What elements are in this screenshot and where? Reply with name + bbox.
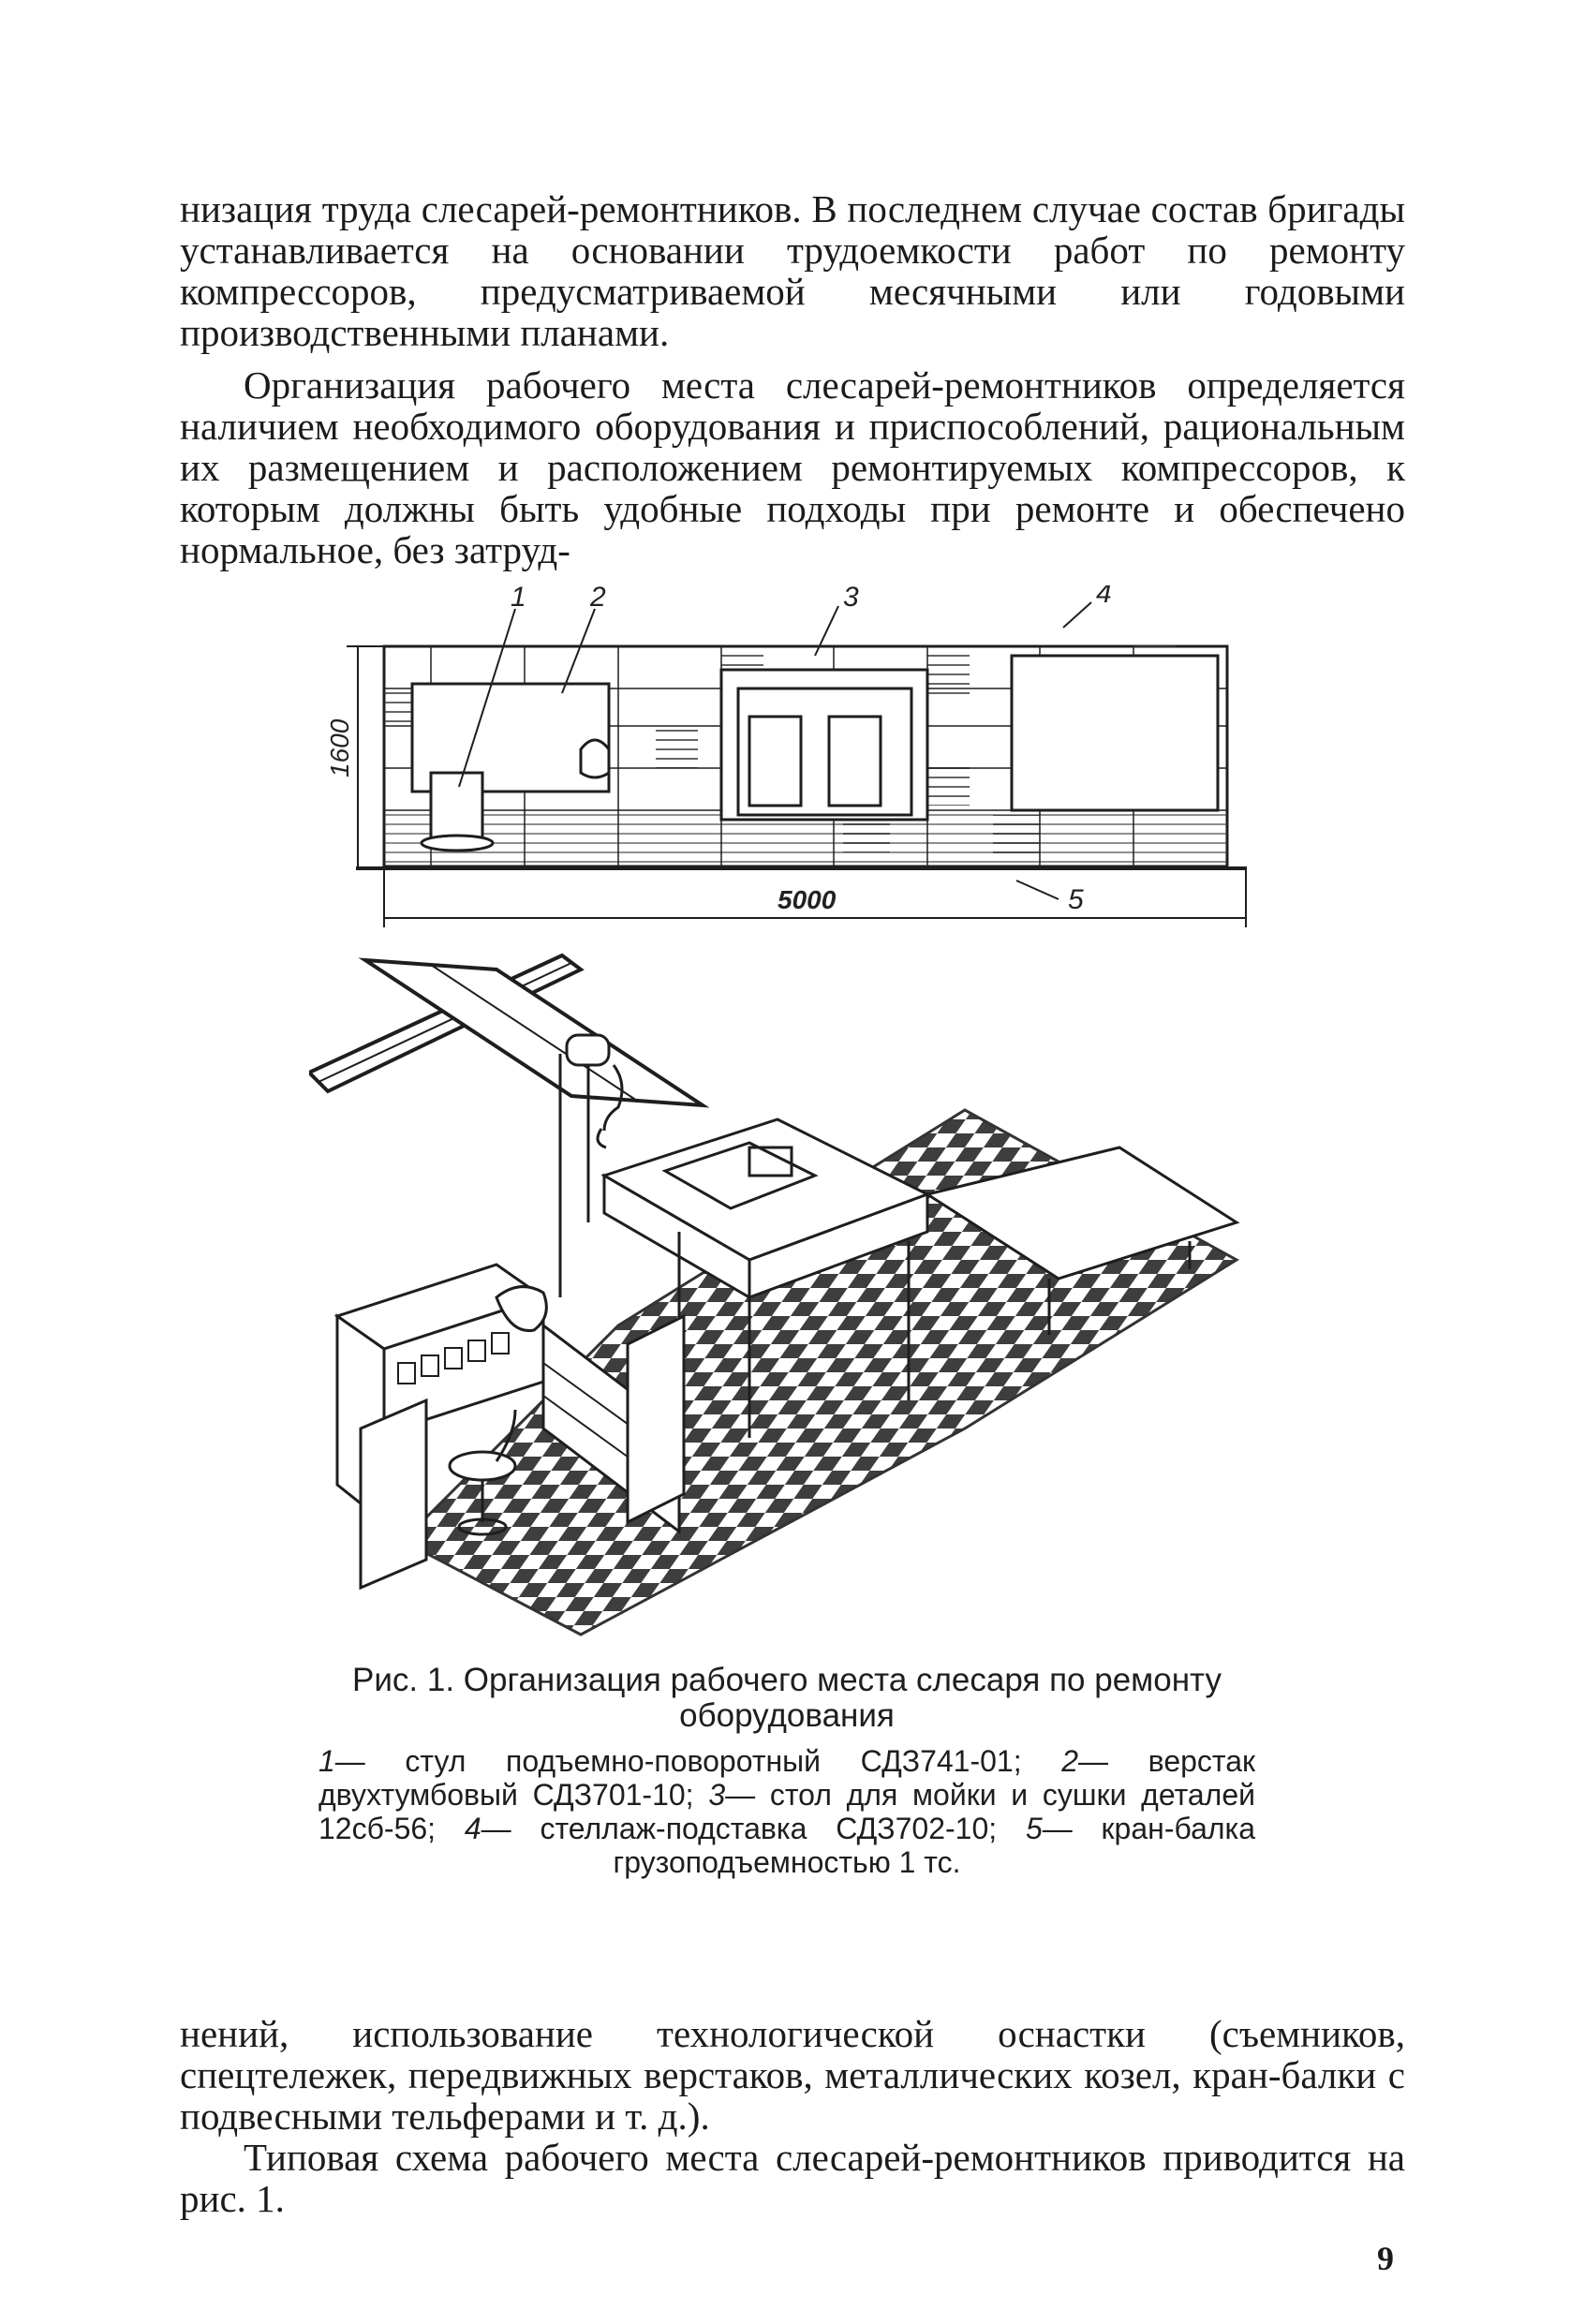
- callout-4: 4: [1096, 585, 1112, 609]
- figure-legend: [318, 1744, 1255, 1879]
- legend-item-2: 2— верстак двухтумбовый СДЗ701-10;: [318, 1744, 1256, 1812]
- elevation-view: [347, 602, 1246, 927]
- paragraph-4: Типовая схема рабочего места слесарей-ремонтников приводится на рис. 1.: [180, 2136, 1405, 2220]
- callout-3: 3: [843, 585, 859, 613]
- paragraph-3: нений, использование технологической оснастки (съемников, спецтележек, передвижных верстаков, металлических козел, кран-балки с подвесными тельферами и т. д.).: [180, 2012, 1405, 2138]
- callout-5: 5: [1068, 884, 1084, 915]
- legend-item-5: 5— кран-балка грузоподъемностью 1 тс.: [613, 1812, 1256, 1879]
- paragraph-1: низация труда слесарей-ремонтников. В последнем случае состав бригады устанавливается на основании трудоемкости работ по ремонту компрессоров, предусматриваемой месячными или годовыми производственными планами.: [180, 187, 1405, 354]
- figure-title: Рис. 1. Организация рабочего места слесаря по ремонту оборудования: [352, 1662, 1222, 1734]
- page-number: 9: [1377, 2240, 1394, 2277]
- callout-2: 2: [590, 585, 606, 613]
- paragraph-2: Организация рабочего места слесарей-ремонтников определяется наличием необходимого оборудования и приспособлений, рациональным их размещением и расположением ремонтируемых компрессоров, к которым должны быть удобные подходы при ремонте и обеспечено нормальное, без затруд-: [180, 363, 1405, 571]
- shelf-elevation: [1012, 656, 1218, 810]
- isometric-view: [309, 955, 1237, 1635]
- legend-item-3: 3— стол для мойки и сушки деталей 12сб-56;: [318, 1778, 1256, 1845]
- legend-item-1: 1— стул подъемно-поворотный СДЗ741-01;: [318, 1744, 1022, 1778]
- workplace-drawing: [309, 585, 1265, 1644]
- chair-iso: [450, 1452, 515, 1480]
- legend-item-4: 4— стеллаж-подставка СДЗ702-10;: [464, 1812, 998, 1845]
- chair-elevation: [431, 773, 482, 838]
- callout-1: 1: [511, 585, 526, 613]
- height-dimension: 1600: [325, 718, 354, 777]
- figure-1: [309, 585, 1265, 1644]
- width-dimension: 5000: [778, 885, 837, 914]
- wash-table-elevation: [721, 670, 927, 820]
